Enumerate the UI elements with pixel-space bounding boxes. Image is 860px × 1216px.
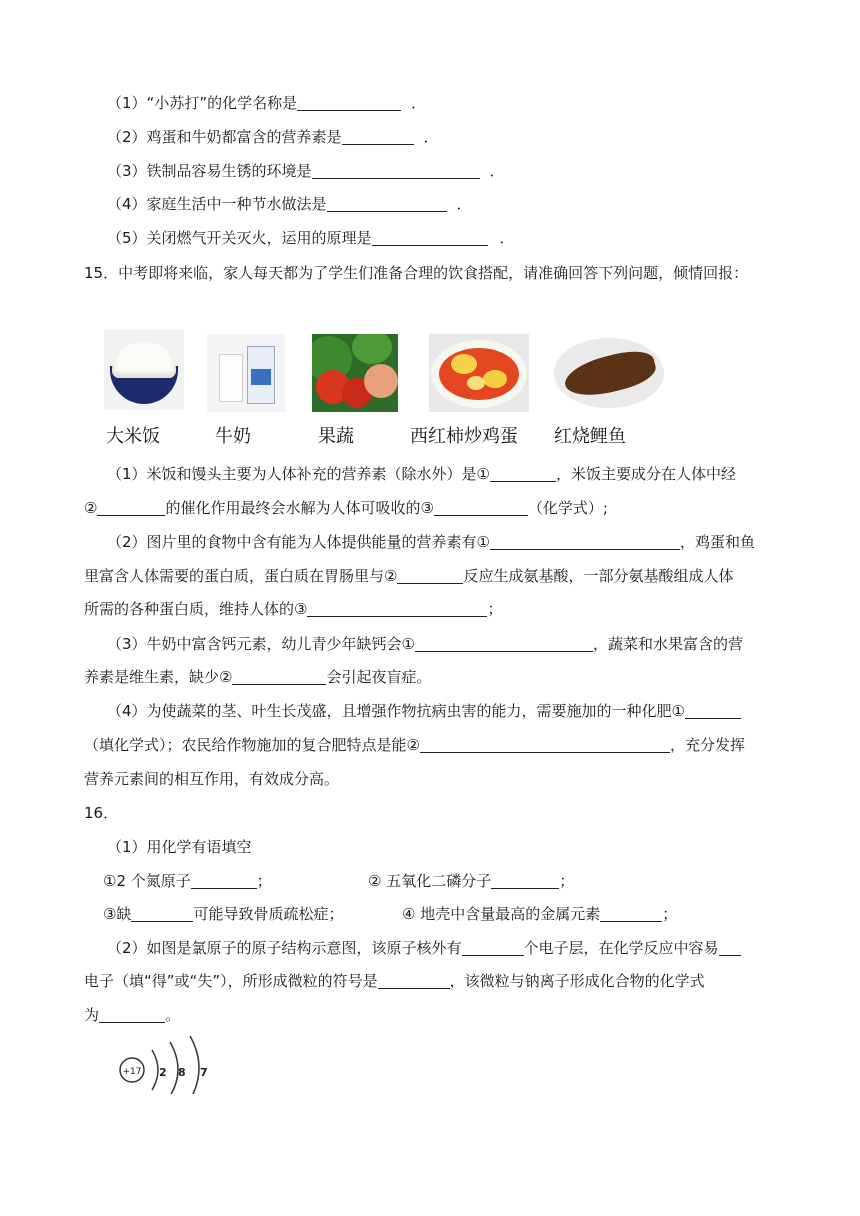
shell-2-electrons: 8 <box>178 1066 186 1079</box>
answer-blank[interactable] <box>490 465 556 482</box>
electron-shell-2 <box>170 1042 178 1094</box>
text: （2）图片里的食物中含有能为人体提供能量的营养素有① <box>107 533 490 551</box>
text: ，该微粒与钠离子形成化合物的化学式 <box>449 972 705 990</box>
q16-item-1 <box>103 870 272 892</box>
tomato-egg-image <box>429 334 529 412</box>
q16-item-3 <box>103 903 343 925</box>
answer-blank[interactable] <box>131 905 193 922</box>
q16-item-2 <box>368 870 574 892</box>
text: 里富含人体需要的蛋白质，蛋白质在胃肠里与② <box>84 567 398 585</box>
answer-blank[interactable] <box>378 972 450 989</box>
q16-number: 16． <box>84 804 119 822</box>
q14-item-3-end: ． <box>489 162 505 180</box>
text: 可能导致骨质疏松症； <box>193 905 344 923</box>
text: 为 <box>84 1006 100 1024</box>
q15-sub1-line2 <box>84 497 608 519</box>
q14-item-2-end: ． <box>423 128 439 146</box>
q16-sub1-title: （1）用化学有语填空 <box>107 838 252 856</box>
text: 电子（填“得”或“失”），所形成微粒的符号是 <box>84 972 378 990</box>
caption-braised-carp: 红烧鲤鱼 <box>554 426 626 447</box>
text: 养素是维生素，缺少② <box>84 668 233 686</box>
q14-item-5-text: （5）关闭燃气开关灭火，运用的原理是 <box>107 229 372 247</box>
text: ； <box>559 872 575 890</box>
caption-tomato-egg: 西红柿炒鸡蛋 <box>410 426 518 447</box>
q14-item-5 <box>107 227 515 249</box>
q14-item-1-end: ． <box>411 94 427 112</box>
text: ② 五氧化二磷分子 <box>368 872 492 890</box>
text: 。 <box>165 1006 181 1024</box>
answer-blank[interactable] <box>307 600 487 617</box>
q16-sub2-line1 <box>107 937 741 959</box>
q15-sub2-line1 <box>107 531 755 553</box>
answer-blank[interactable] <box>719 939 741 956</box>
text: （填化学式）；农民给作物施加的复合肥特点是能② <box>84 736 420 754</box>
text: ，充分发挥 <box>669 736 745 754</box>
answer-blank[interactable] <box>491 872 559 889</box>
text: 反应生成氨基酸，一部分氨基酸组成人体 <box>463 567 734 585</box>
text: （化学式）; <box>527 499 608 517</box>
answer-blank[interactable] <box>434 499 528 516</box>
q16-sub2-line2 <box>84 970 705 992</box>
answer-blank[interactable] <box>297 94 401 111</box>
caption-fruit-veg: 果蔬 <box>318 426 354 447</box>
q15-sub4-line3: 营养元素间的相互作用，有效成分高。 <box>84 770 340 788</box>
answer-blank[interactable] <box>490 533 680 550</box>
answer-blank[interactable] <box>191 872 257 889</box>
answer-blank[interactable] <box>342 128 414 145</box>
answer-blank[interactable] <box>312 162 480 179</box>
nucleus-charge: +17 <box>122 1067 142 1077</box>
text: ； <box>487 600 503 618</box>
q15-sub1-line1 <box>107 463 736 485</box>
text: ，鸡蛋和鱼 <box>680 533 756 551</box>
answer-blank[interactable] <box>99 1006 165 1023</box>
caption-rice: 大米饭 <box>106 426 160 447</box>
answer-blank[interactable] <box>685 702 741 719</box>
q14-item-5-end: ． <box>499 229 515 247</box>
q14-item-4 <box>107 193 472 215</box>
q15-sub3-line1 <box>107 633 743 655</box>
answer-blank[interactable] <box>415 635 593 652</box>
answer-blank[interactable] <box>420 736 670 753</box>
shell-3-electrons: 7 <box>200 1066 208 1079</box>
text: （2）如图是氯原子的原子结构示意图，该原子核外有 <box>107 939 462 957</box>
q15-sub3-line2 <box>84 666 431 688</box>
electron-shell-3 <box>190 1036 199 1094</box>
answer-blank[interactable] <box>327 195 447 212</box>
text: ③缺 <box>103 905 132 923</box>
q15-sub2-line2 <box>84 565 733 587</box>
text: ①2 个氮原子 <box>103 872 191 890</box>
caption-milk: 牛奶 <box>215 426 251 447</box>
q14-item-4-text: （4）家庭生活中一种节水做法是 <box>107 195 327 213</box>
text: （4）为使蔬菜的茎、叶生长茂盛，且增强作物抗病虫害的能力，需要施加的一种化肥① <box>107 702 685 720</box>
text: ④ 地壳中含量最高的金属元素 <box>402 905 601 923</box>
answer-blank[interactable] <box>372 229 488 246</box>
shell-1-electrons: 2 <box>159 1066 167 1079</box>
text: ； <box>662 905 678 923</box>
q15-stem: 15．中考即将来临，家人每天都为了学生们准备合理的饮食搭配，请准确回答下列问题，倾情回报： <box>84 264 749 282</box>
q14-item-4-end: ． <box>456 195 472 213</box>
text: ，蔬菜和水果富含的营 <box>593 635 744 653</box>
rice-bowl-image <box>104 330 184 410</box>
q14-item-2-text: （2）鸡蛋和牛奶都富含的营养素是 <box>107 128 342 146</box>
q15-sub4-line1 <box>107 700 741 722</box>
answer-blank[interactable] <box>97 499 165 516</box>
text: ② <box>84 499 98 517</box>
q15-sub2-line3 <box>84 598 502 620</box>
answer-blank[interactable] <box>397 567 463 584</box>
q15-sub4-line2 <box>84 734 745 756</box>
braised-carp-image <box>550 326 668 414</box>
q14-item-1-text: （1）“小苏打”的化学名称是 <box>107 94 298 112</box>
text: （3）牛奶中富含钙元素，幼儿青少年缺钙会① <box>107 635 415 653</box>
q14-item-3 <box>107 160 505 182</box>
q16-item-4 <box>402 903 677 925</box>
answer-blank[interactable] <box>232 668 326 685</box>
text: 所需的各种蛋白质，维持人体的③ <box>84 600 308 618</box>
text: ，米饭主要成分在人体中经 <box>556 465 737 483</box>
text: 会引起夜盲症。 <box>326 668 432 686</box>
milk-image <box>207 334 285 412</box>
electron-shell-1 <box>152 1050 158 1090</box>
q14-item-2 <box>107 126 439 148</box>
q14-item-1 <box>107 92 426 114</box>
text: 个电子层，在化学反应中容易 <box>523 939 719 957</box>
chlorine-atom-structure-diagram <box>112 1034 222 1094</box>
text: 的催化作用最终会水解为人体可吸收的③ <box>165 499 434 517</box>
text: ； <box>256 872 272 890</box>
q14-item-3-text: （3）铁制品容易生锈的环境是 <box>107 162 312 180</box>
answer-blank[interactable] <box>600 905 662 922</box>
answer-blank[interactable] <box>462 939 524 956</box>
fruit-vegetable-image <box>312 334 398 412</box>
text: （1）米饭和馒头主要为人体补充的营养素（除水外）是① <box>107 465 490 483</box>
q16-sub2-line3 <box>84 1004 180 1026</box>
